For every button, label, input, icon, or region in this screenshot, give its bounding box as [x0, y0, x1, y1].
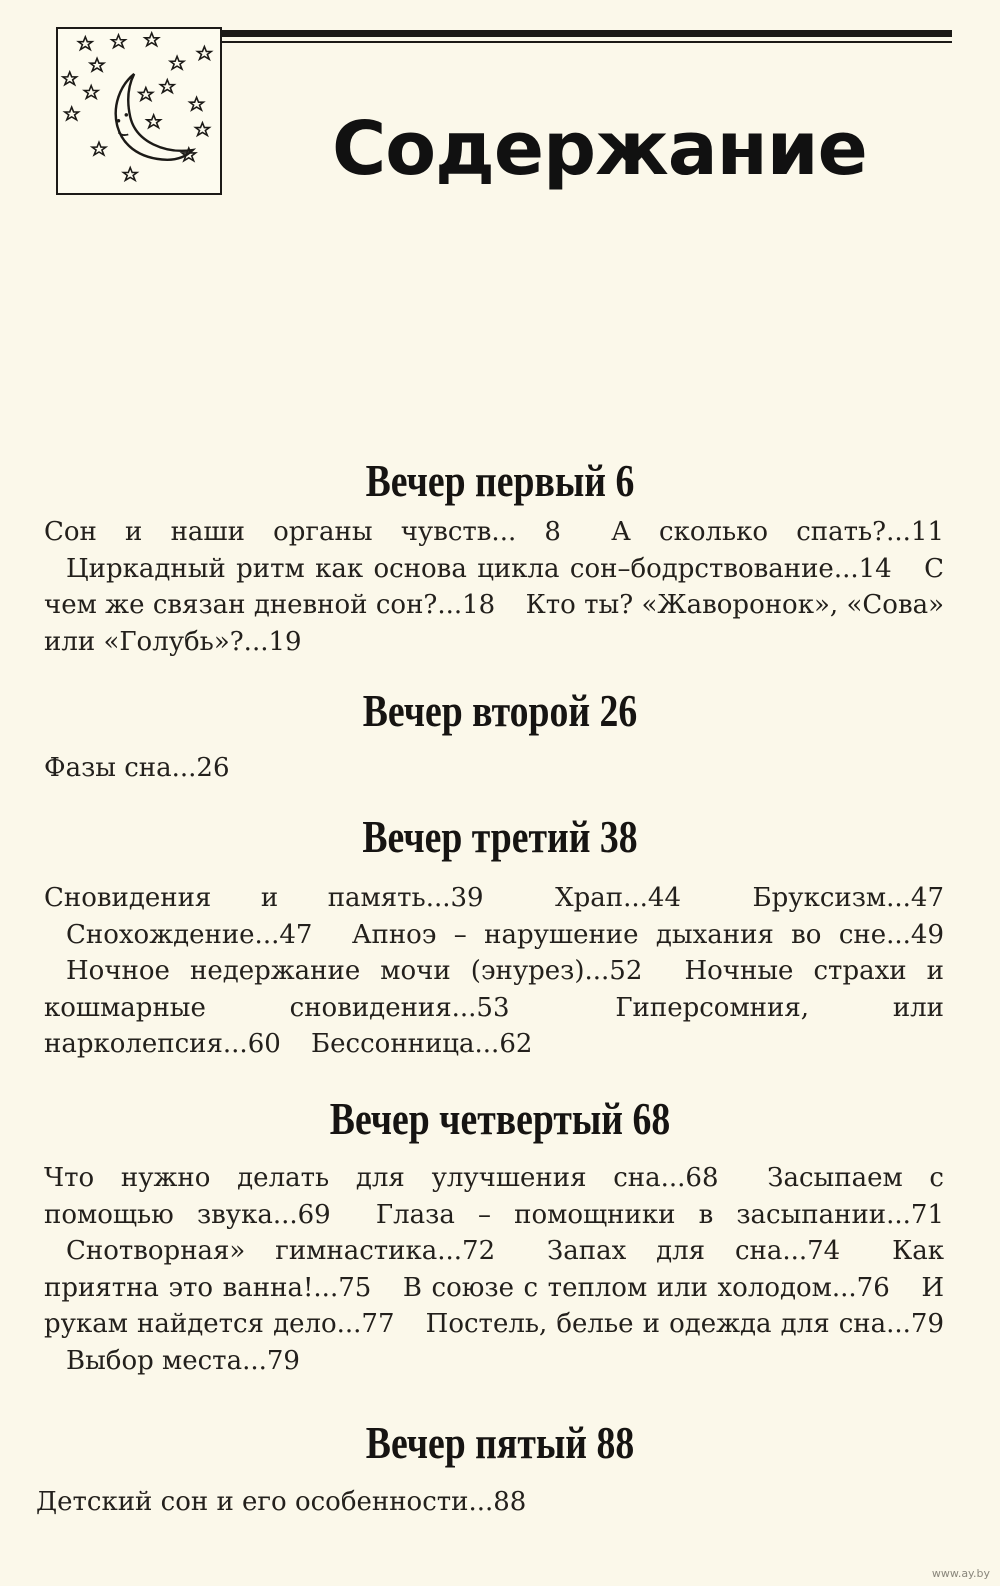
watermark: www.ay.by [931, 1567, 990, 1580]
toc-entry: Циркадный ритм как основа цикла сон–бодрствование...14 [66, 553, 892, 584]
section-entries-2 [44, 750, 944, 787]
toc-entry: Запах для сна...74 [547, 1236, 841, 1266]
toc-entry: Как приятна это ванна!...75 [44, 1236, 945, 1303]
toc-entry: Храп...44 [555, 883, 681, 913]
toc-entry: Засыпаем с помощью звука...69 [44, 1163, 944, 1230]
toc-entry: Постель, белье и одежда для сна...79 [425, 1309, 945, 1339]
toc-entry: Снохождение...47 [66, 919, 313, 950]
section-heading-5: Вечер пятый 88 [365, 1417, 635, 1468]
toc-entry: Что нужно делать для улучшения сна...68 [44, 1163, 719, 1193]
toc-entry: Снотворная» гимнастика...72 [66, 1236, 496, 1266]
section-entries-3 [44, 880, 944, 1063]
toc-entry: С чем же связан дневной сон?...18 [44, 553, 944, 620]
toc-entry: Гиперсомния, или нарколепсия...60 [44, 992, 945, 1059]
toc-entry: И рукам найдется дело...77 [44, 1272, 945, 1339]
section-heading-2: Вечер второй 26 [362, 685, 638, 736]
toc-entry: Апноэ – нарушение дыхания во сне...49 [351, 919, 944, 950]
header-rule-thin [222, 41, 952, 43]
toc-entry: В союзе с теплом или холодом...76 [402, 1272, 890, 1303]
toc-entry: Ночное недержание мочи (энурез)...52 [66, 956, 643, 986]
toc-entry: Бессонница...62 [311, 1029, 533, 1059]
toc-entry: Кто ты? «Жаворонок», «Сова» или «Голубь»?...19 [44, 590, 945, 657]
section-heading-3: Вечер третий 38 [362, 811, 638, 862]
moon-and-stars-icon [58, 29, 220, 193]
section-heading-1: Вечер первый 6 [365, 455, 635, 506]
page-title: Содержание [332, 106, 867, 192]
toc-entry: Сновидения и память...39 [44, 883, 484, 913]
toc-entry: Глаза – помощники в засыпании...71 [375, 1199, 945, 1230]
section-entries-5 [36, 1484, 936, 1521]
moon-illustration [56, 27, 222, 195]
toc-entry: А сколько спать?...11 [611, 517, 944, 547]
toc-entry: Сон и наши органы чувств... 8 [44, 517, 561, 547]
section-heading-4: Вечер четвертый 68 [329, 1093, 671, 1144]
toc-entry: Ночные страхи и кошмарные сновидения...53 [44, 956, 945, 1023]
toc-entry: Детский сон и его особенности...88 [36, 1487, 527, 1517]
toc-entry: Фазы сна...26 [44, 753, 230, 783]
toc-entry: Выбор места...79 [66, 1345, 300, 1376]
header-rule-thick [222, 30, 952, 37]
section-entries-1 [44, 514, 944, 660]
section-entries-4 [44, 1160, 944, 1379]
toc-entry: Бруксизм...47 [752, 883, 945, 913]
